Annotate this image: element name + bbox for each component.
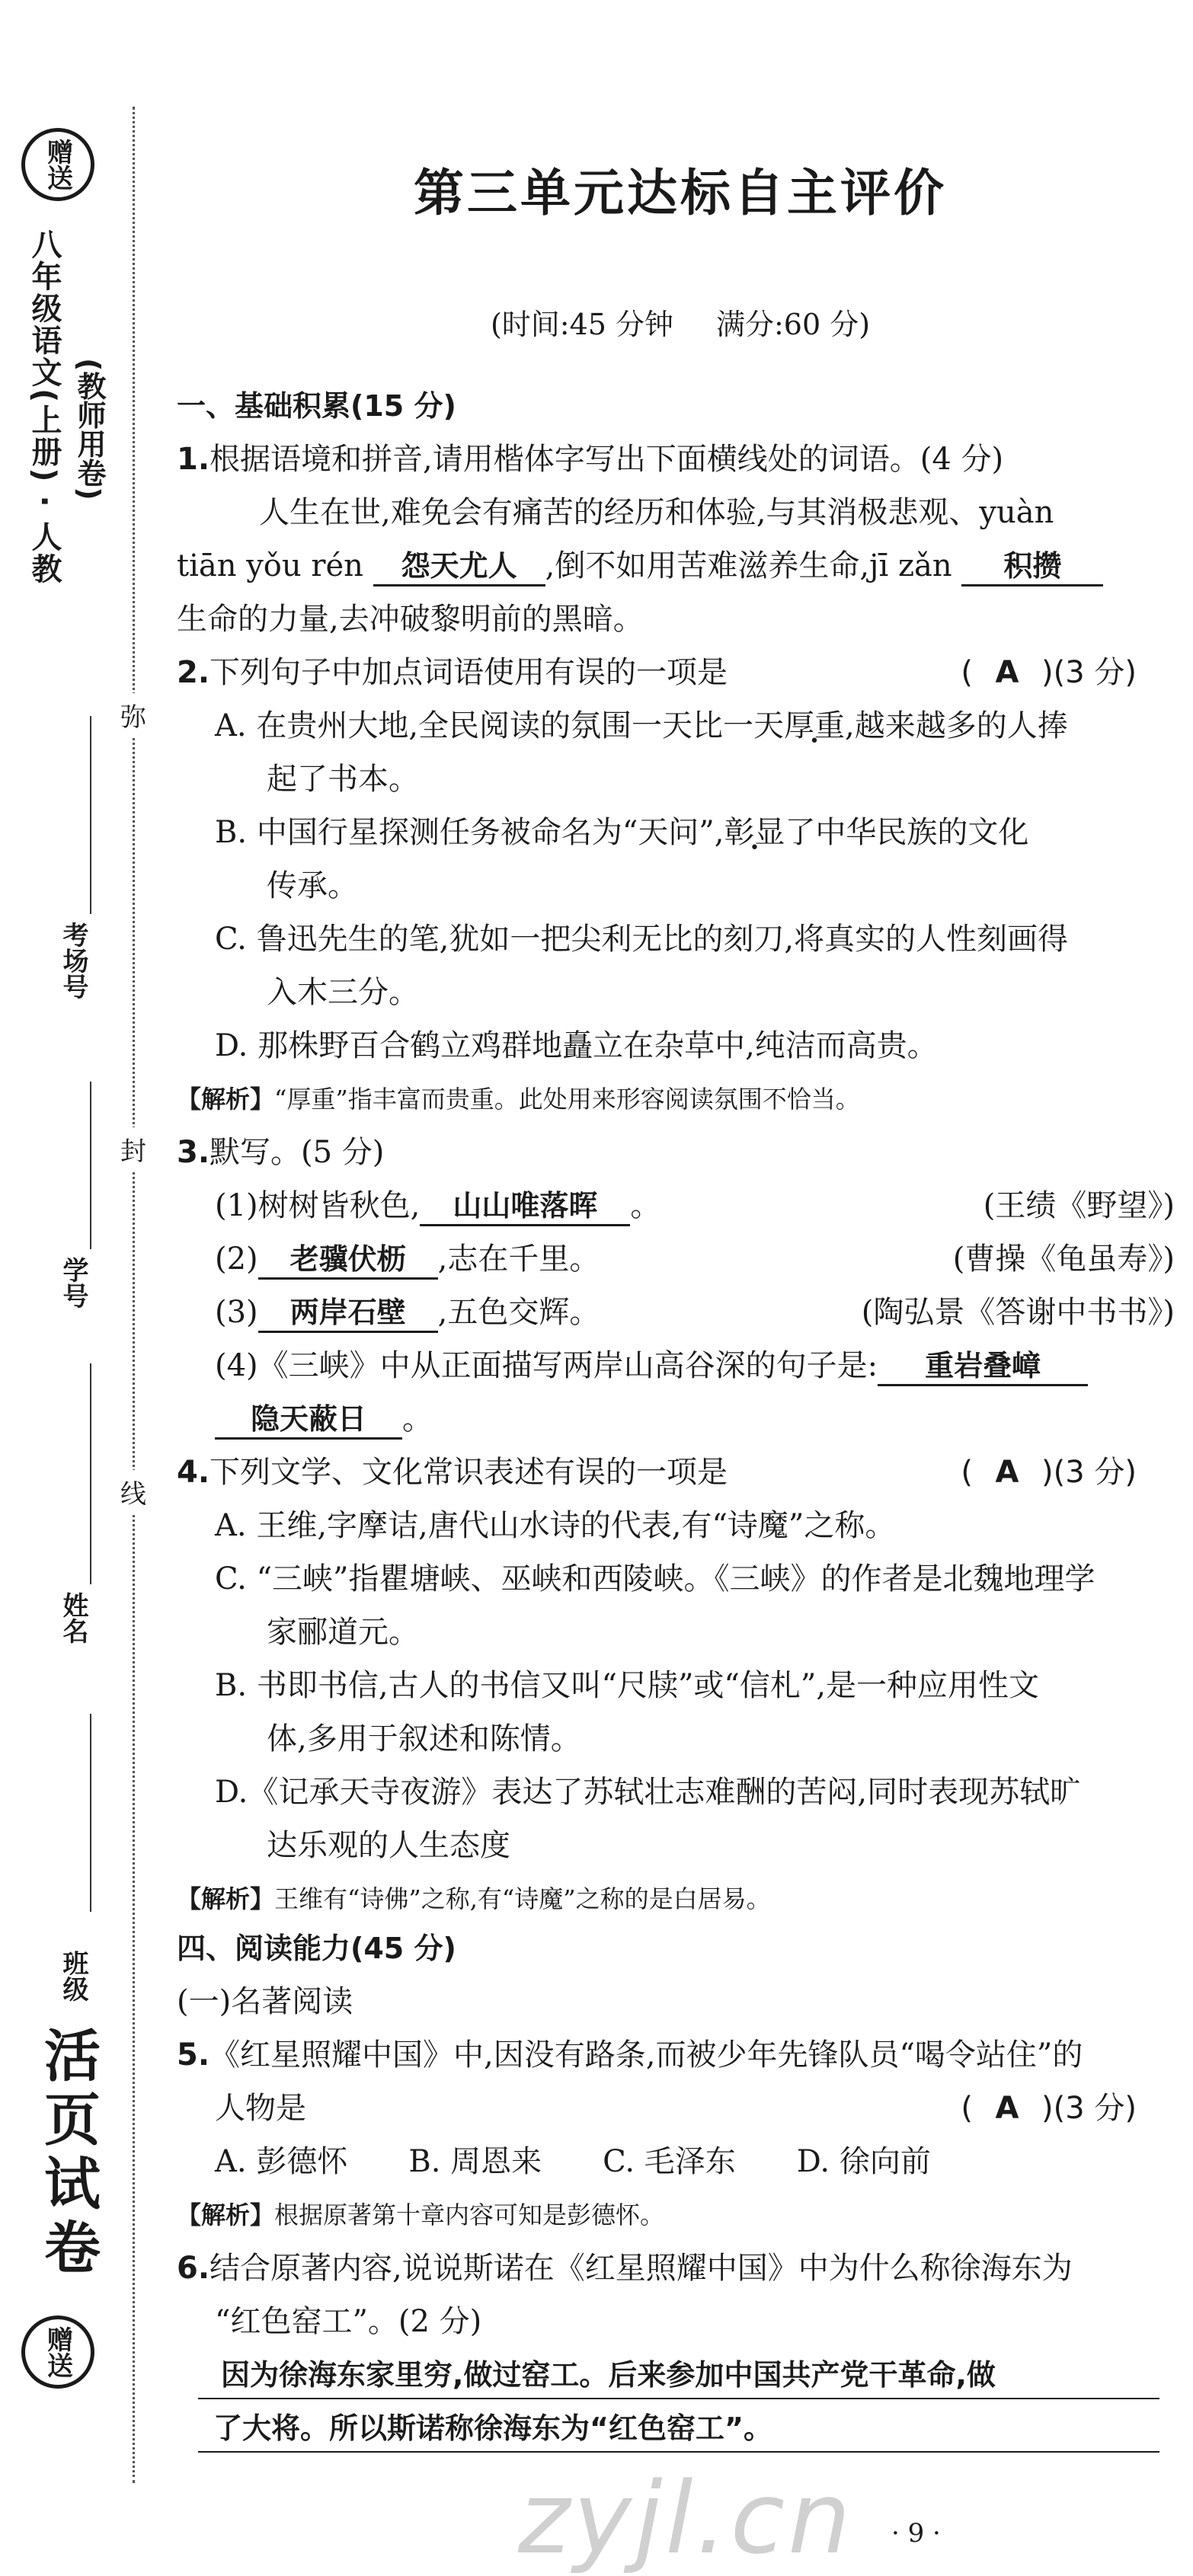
- option-a: A. 王维,字摩诘,唐代山水诗的代表,有“诗魔”之称。: [215, 1508, 896, 1543]
- option-a: A. 在贵州大地,全民阅读的氛围一天比一天厚重,越来越多的人捧: [215, 708, 1068, 743]
- option-c: C. “三峡”指瞿塘峡、巫峡和西陵峡。《三峡》的作者是北魏地理学: [215, 1561, 1095, 1596]
- field-line: [90, 1363, 91, 1584]
- page-number: · 9 ·: [891, 2518, 941, 2549]
- watermark: zyjl.cn: [518, 2460, 854, 2576]
- exam-room-label: 考场号: [58, 922, 88, 999]
- answer-blank: 怨天尤人: [373, 548, 545, 586]
- page-title: 第三单元达标自主评价: [414, 164, 947, 222]
- question-4-stem: 4.下列文学、文化常识表述有误的一项是 ( A )(3 分): [177, 1451, 1167, 1494]
- answer-line: [198, 2398, 1159, 2399]
- option-b-cont: 体,多用于叙述和陈情。: [267, 1721, 581, 1756]
- source: (曹操《龟虽寿》): [952, 1242, 1175, 1277]
- answer-blank: 老骥伏枥: [258, 1241, 438, 1280]
- analysis-note: 【解析】“厚重”指丰富而贵重。此处用来形容阅读氛围不恰当。: [177, 1085, 860, 1114]
- book-title: 八年级语文(上册) · 人教: [27, 229, 62, 585]
- answer-bracket: ( A )(3 分): [961, 2091, 1137, 2126]
- answer-bracket: ( A )(3 分): [961, 655, 1137, 690]
- question-1-passage-line2: tiān yǒu rén 怨天尤人 ,倒不如用苦难滋养生命,jī zǎn 积攒: [177, 545, 1167, 587]
- answer-text: 因为徐海东家里穷,做过窑工。后来参加中国共产党干革命,做: [221, 2358, 996, 2392]
- question-2-stem: 2.下列句子中加点词语使用有误的一项是 ( A )(3 分): [177, 651, 1167, 694]
- question-1-passage: 人生在世,难免会有痛苦的经历和体验,与其消极悲观、yuàn: [259, 495, 1054, 530]
- question-6-stem: 6.结合原著内容,说说斯诺在《红星照耀中国》中为什么称徐海东为: [177, 2251, 1073, 2286]
- option-c-cont: 家郦道元。: [267, 1615, 419, 1650]
- section-heading: 一、基础积累(15 分): [177, 389, 456, 423]
- field-line: [90, 1714, 91, 1912]
- field-line: [90, 1082, 91, 1249]
- question-1-passage-line3: 生命的力量,去冲破黎明前的黑暗。: [177, 602, 644, 637]
- score-info: 满分:60 分): [716, 308, 871, 341]
- recite-item-2: (2) 老骥伏枥 ,志在千里。 (曹操《龟虽寿》): [215, 1238, 1193, 1280]
- option-b-cont: 传承。: [267, 868, 358, 903]
- recite-item-3: (3) 两岸石壁 ,五色交辉。 (陶弘景《答谢中书书》): [215, 1291, 1193, 1334]
- student-id-label: 学号: [58, 1257, 88, 1309]
- section-heading: 四、阅读能力(45 分): [177, 1932, 456, 1965]
- source: (王绩《野望》): [983, 1188, 1175, 1223]
- gift-logo-top: 赠送: [21, 128, 94, 201]
- field-line: [90, 716, 91, 914]
- option-b: B. 周恩来: [408, 2144, 542, 2179]
- answer-blank: 山山唯落晖: [420, 1187, 630, 1226]
- seal-dotted-line: [133, 107, 135, 2483]
- option-d-cont: 达乐观的人生态度: [267, 1828, 510, 1863]
- seal-word: 封: [120, 1127, 146, 1171]
- option-d: D.《记承天寺夜游》表达了苏轼壮志难酬的苦闷,同时表现苏轼旷: [215, 1775, 1081, 1810]
- option-c: C. 毛泽东: [603, 2144, 736, 2179]
- answer-blank: 隐天蔽日: [215, 1401, 402, 1440]
- recite-item-4: (4)《三峡》中从正面描写两岸山高谷深的句子是: 重岩叠嶂: [215, 1344, 1193, 1387]
- question-5-stem-cont: 人物是 ( A )(3 分): [215, 2087, 1193, 2130]
- option-d: D. 徐向前: [796, 2144, 931, 2179]
- option-a-cont: 起了书本。: [267, 762, 419, 797]
- edition-label: (教师用卷): [72, 358, 106, 500]
- binding-strip: [0, 0, 114, 2555]
- name-label: 姓名: [58, 1592, 88, 1644]
- brand-title: 活页试卷: [35, 2026, 101, 2282]
- answer-blank: 两岸石壁: [258, 1294, 438, 1333]
- analysis-note: 【解析】根据原著第十章内容可知是彭德怀。: [177, 2200, 665, 2229]
- question-1-stem: 1.根据语境和拼音,请用楷体字写出下面横线处的词语。(4 分): [177, 442, 1004, 477]
- source: (陶弘景《答谢中书书》): [861, 1295, 1175, 1330]
- option-b: B. 书即书信,古人的书信又叫“尺牍”或“信札”,是一种应用性文: [215, 1668, 1040, 1703]
- gift-logo-bottom: 赠送: [21, 2316, 94, 2389]
- answer-text: 了大将。所以斯诺称徐海东为“红色窑工”。: [213, 2411, 772, 2445]
- option-b: B. 中国行星探测任务被命名为“天问”,彰显了中华民族的文化: [215, 815, 1029, 850]
- exam-info: [168, 301, 1193, 343]
- seal-word: 弥: [120, 693, 146, 737]
- option-d: D. 那株野百合鹤立鸡群地矗立在杂草中,纯洁而高贵。: [215, 1028, 938, 1063]
- class-label: 班级: [58, 1950, 88, 2002]
- answer-blank: 重岩叠嶂: [878, 1347, 1088, 1386]
- analysis-note: 【解析】王维有“诗佛”之称,有“诗魔”之称的是白居易。: [177, 1884, 771, 1913]
- question-3-stem: 3.默写。(5 分): [177, 1135, 385, 1170]
- time-info: (时间:45 分钟: [490, 308, 673, 341]
- option-c: C. 鲁迅先生的笔,犹如一把尖利无比的刻刀,将真实的人性刻画得: [215, 922, 1069, 957]
- option-c-cont: 入木三分。: [267, 975, 419, 1010]
- answer-blank: 积攒: [961, 548, 1103, 586]
- recite-item-1: (1)树树皆秋色, 山山唯落晖 。 (王绩《野望》): [215, 1184, 1193, 1227]
- option-a: A. 彭德怀: [215, 2144, 348, 2179]
- subsection-heading: (一)名著阅读: [177, 1984, 353, 2019]
- answer-line: [198, 2451, 1159, 2453]
- question-5-stem: 5.《红星照耀中国》中,因没有路条,而被少年先锋队员“喝令站住”的: [177, 2037, 1083, 2073]
- answer-bracket: ( A )(3 分): [961, 1455, 1137, 1490]
- question-5-options: [215, 2140, 1193, 2183]
- question-6-stem-cont: “红色窑工”。(2 分): [215, 2304, 482, 2339]
- recite-item-4-cont: 隐天蔽日 。: [215, 1398, 1193, 1440]
- seal-word: 线: [120, 1470, 146, 1513]
